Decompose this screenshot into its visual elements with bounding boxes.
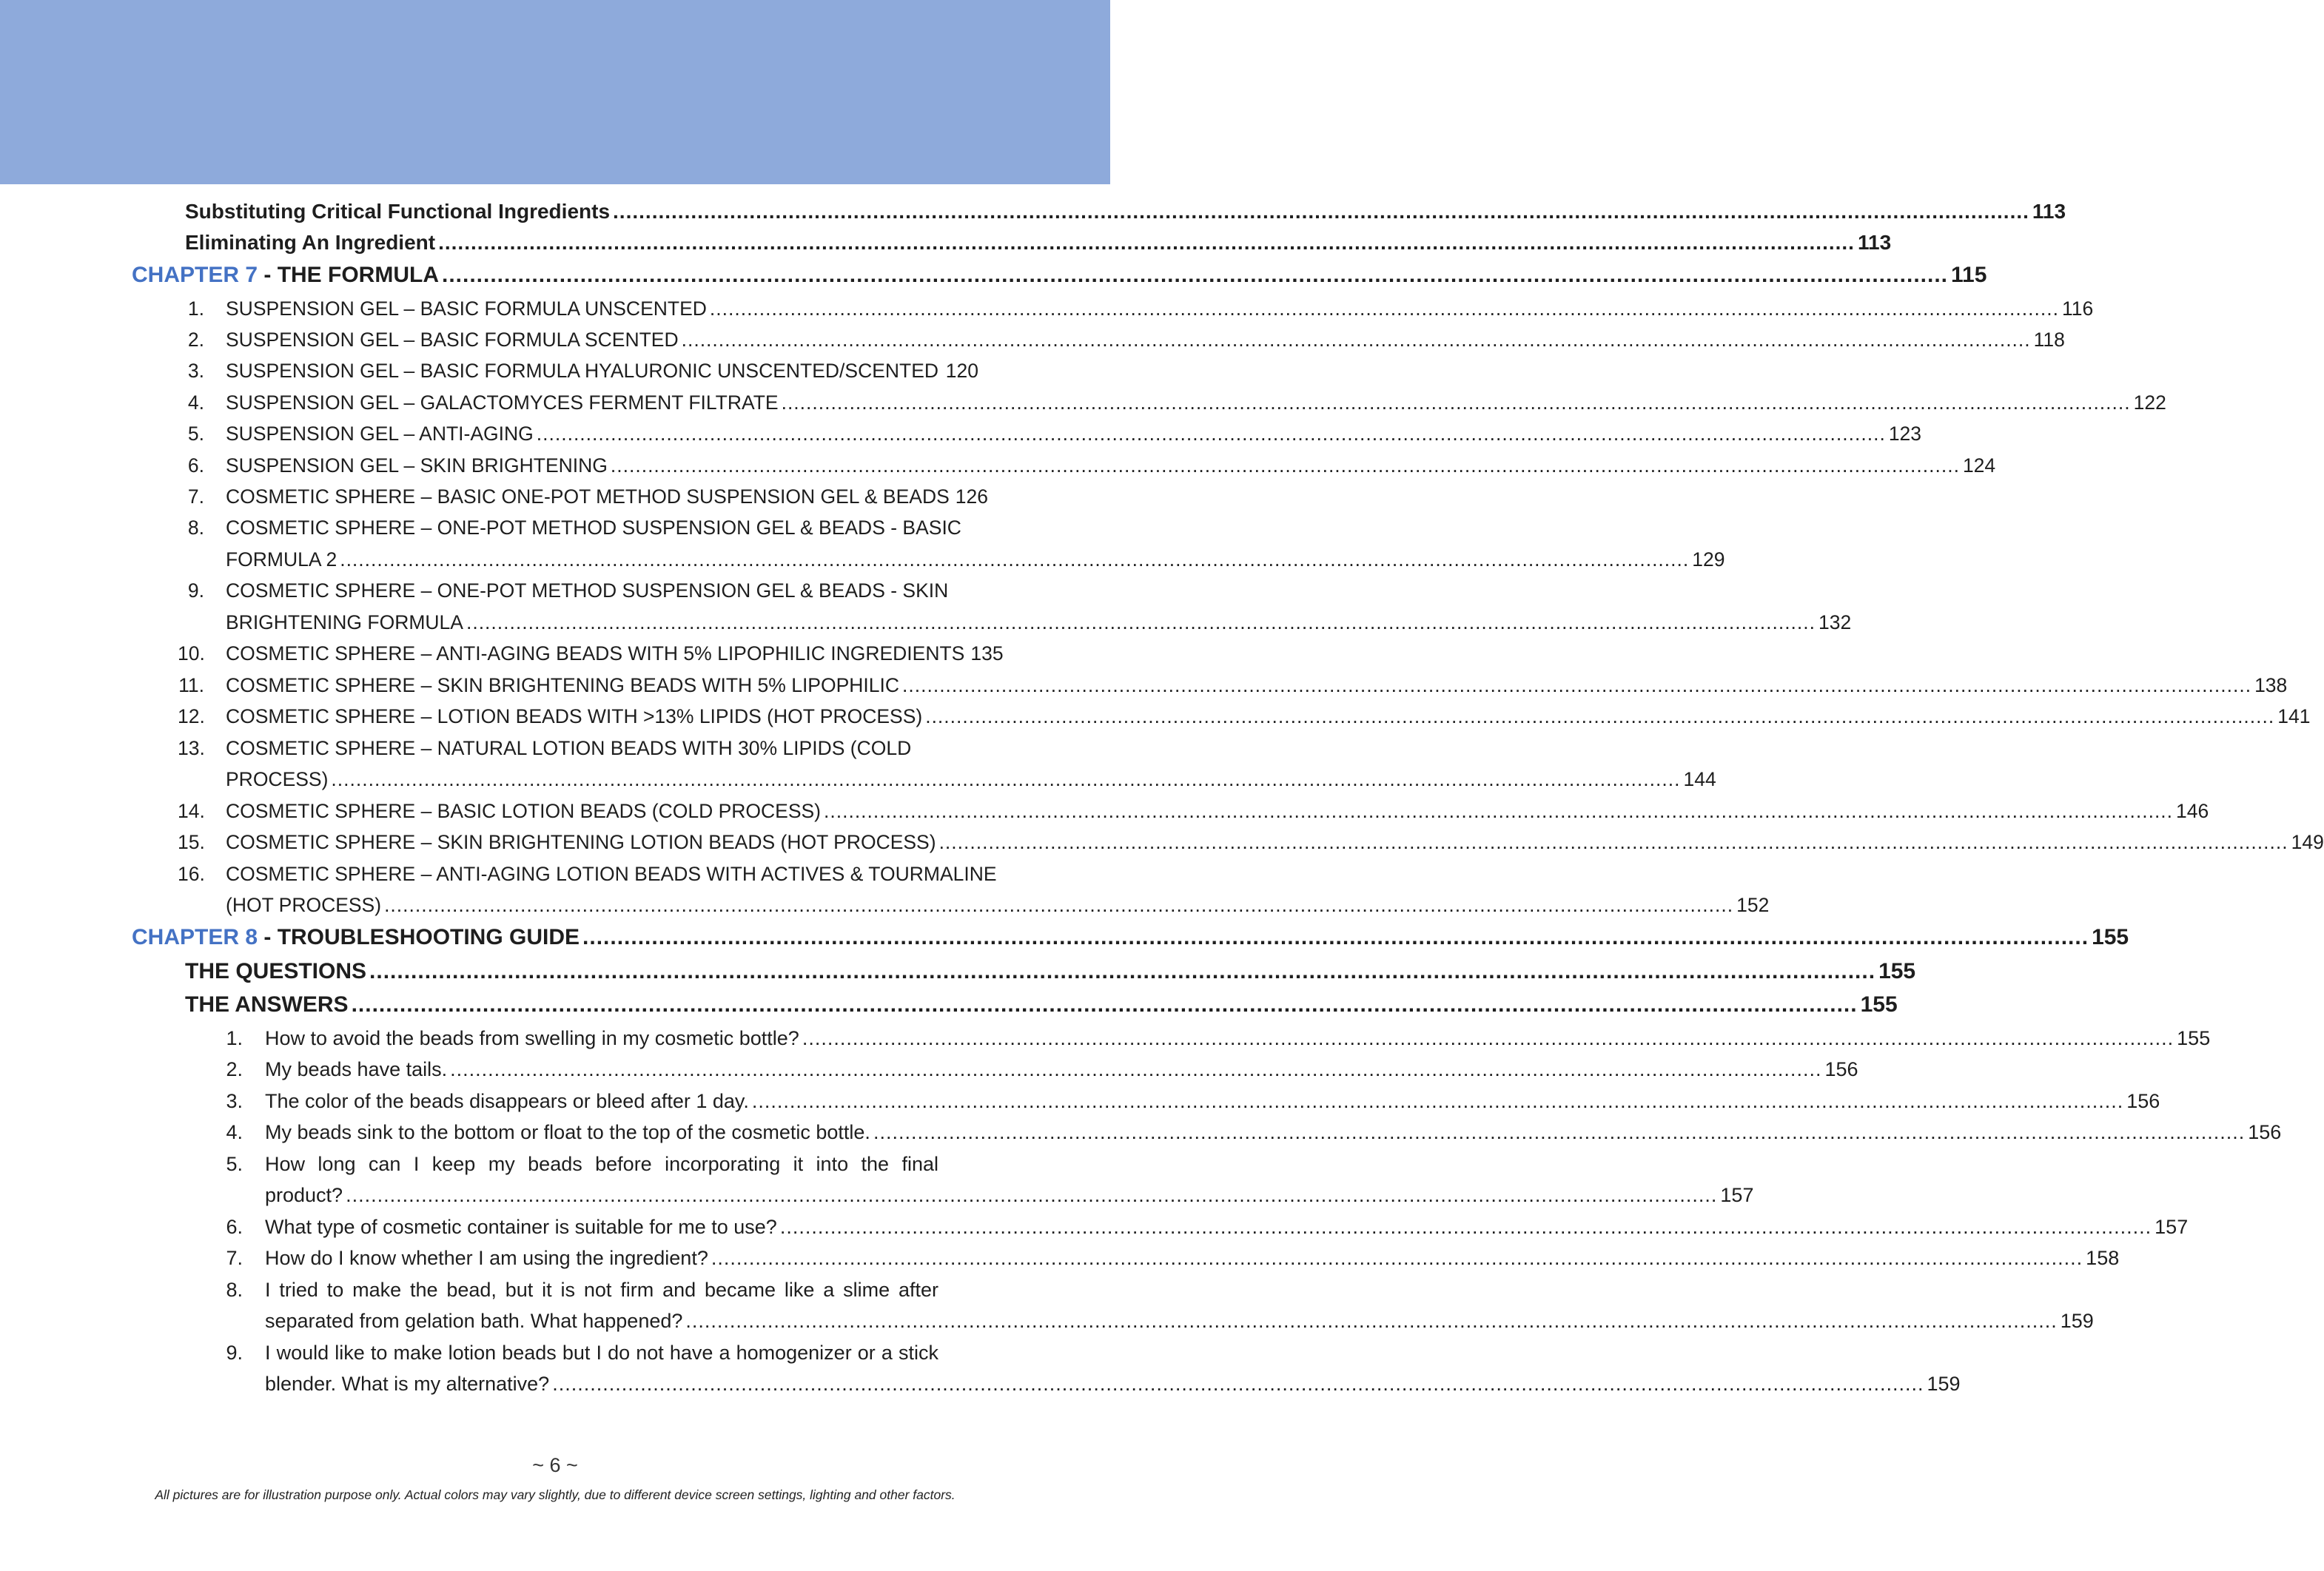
dot-leader: .......................................................................................................................................................................................................................... (552, 1373, 1924, 1395)
dot-leader: .......................................................................................................................................................................................................................... (685, 1310, 2058, 1332)
toc-entry-title: Eliminating An Ingredient (185, 231, 436, 254)
entry-number: 16. (178, 863, 205, 885)
toc-answer-entry[interactable] (0, 1117, 2282, 1148)
toc-entry-page: 116 (2061, 297, 2094, 320)
toc-formula-entry[interactable] (0, 355, 1110, 386)
dot-leader: .......................................................................................................................................................................................................................... (802, 1027, 2174, 1049)
dot-leader: .......................................................................................................................................................................................................................... (681, 329, 2031, 351)
toc-entry-title: SUSPENSION GEL – GALACTOMYCES FERMENT FILTRATE (226, 391, 779, 414)
toc-formula-entry[interactable] (0, 701, 2311, 732)
dot-leader: .......................................................................................................................................................................................................................... (779, 1216, 2152, 1238)
dot-leader: .......................................................................................................................................................................................................................... (925, 705, 2275, 727)
entry-number: 6. (226, 1216, 243, 1238)
toc-entry-page: 124 (1962, 454, 1996, 477)
dot-leader: .......................................................................................................................................................................................................................... (331, 768, 1681, 790)
toc-entry-page: 155 (2092, 925, 2129, 949)
toc-entry-page: 146 (2176, 800, 2209, 822)
toc-entry-page: 155 (1878, 959, 1916, 983)
dot-leader: .......................................................................................................................................................................................................................... (709, 297, 2059, 320)
toc-formula-entry[interactable] (0, 418, 1922, 449)
entry-number: 3. (187, 360, 204, 382)
toc-entry-title: SUSPENSION GEL – BASIC FORMULA HYALURONIC UNSCENTED/SCENTED (226, 360, 939, 382)
dot-leader: .......................................................................................................................................................................................................................... (751, 1090, 2124, 1112)
entry-number: 9. (187, 579, 204, 602)
toc-answer-entry[interactable] (0, 1274, 1110, 1305)
toc-entry-title: How to avoid the beads from swelling in my cosmetic bottle? (265, 1027, 799, 1049)
toc-formula-entry[interactable] (0, 387, 2166, 418)
toc-entry-title-line1: COSMETIC SPHERE – ANTI-AGING LOTION BEADS WITH ACTIVES & TOURMALINE (226, 863, 997, 885)
toc-answer-entry[interactable] (0, 1211, 2189, 1242)
entry-number: 13. (178, 737, 205, 759)
toc-entry-page: 113 (1857, 231, 1892, 254)
toc-section-questions[interactable] (0, 956, 1916, 987)
entry-number: 10. (178, 642, 205, 665)
toc-entry-page: 129 (1692, 548, 1725, 571)
toc-entry-title-line1: COSMETIC SPHERE – ONE-POT METHOD SUSPENSION GEL & BEADS - SKIN (226, 579, 949, 602)
dot-leader: .......................................................................................................................................................................................................................... (873, 1121, 2246, 1143)
toc-formula-entry-continuation[interactable] (0, 544, 1725, 575)
toc-answer-entry[interactable] (0, 1337, 1110, 1368)
toc-entry-page: 156 (2126, 1090, 2160, 1112)
entry-number: 8. (187, 517, 204, 539)
toc-answer-entry[interactable] (0, 1148, 1110, 1180)
toc-entry-page: 157 (2155, 1216, 2189, 1238)
toc-entry[interactable] (0, 227, 1892, 258)
toc-entry-page: 132 (1818, 611, 1852, 633)
toc-entry-title: COSMETIC SPHERE – SKIN BRIGHTENING BEADS WITH 5% LIPOPHILIC (226, 674, 900, 696)
page-number: ~ 6 ~ (532, 1454, 578, 1476)
toc-entry-title: COSMETIC SPHERE – SKIN BRIGHTENING LOTION BEADS (HOT PROCESS) (226, 831, 936, 853)
toc-entry-title: How do I know whether I am using the ingredient? (265, 1247, 708, 1269)
toc-formula-entry-continuation[interactable] (0, 889, 1770, 921)
toc-formula-entry[interactable] (0, 512, 1110, 543)
dot-leader: .......................................................................................................................................................................................................................... (582, 925, 2089, 949)
toc-entry-title: My beads sink to the bottom or float to the top of the cosmetic bottle. (265, 1121, 870, 1143)
header-band (0, 0, 1110, 184)
dot-leader: .......................................................................................................................................................................................................................... (824, 800, 2174, 822)
toc-answer-entry[interactable] (0, 1242, 2120, 1274)
toc-entry-title: The color of the beads disappears or bleed after 1 day. (265, 1090, 749, 1112)
entry-number: 3. (226, 1090, 243, 1112)
toc-formula-entry-continuation[interactable] (0, 607, 1852, 638)
dot-leader: .......................................................................................................................................................................................................................... (610, 454, 1960, 477)
dot-leader: .......................................................................................................................................................................................................................... (384, 894, 1734, 916)
dot-leader: .......................................................................................................................................................................................................................... (442, 263, 1949, 287)
toc-entry-page: 138 (2254, 674, 2288, 696)
toc-formula-entry[interactable] (0, 638, 1110, 669)
toc-answer-entry[interactable] (0, 1054, 1858, 1085)
toc-entry-title: SUSPENSION GEL – BASIC FORMULA UNSCENTED (226, 297, 707, 320)
toc-entry-page: 115 (1951, 263, 1987, 287)
toc-formula-entry[interactable] (0, 575, 1110, 606)
toc-entry-title-line1: COSMETIC SPHERE – NATURAL LOTION BEADS WITH 30% LIPIDS (COLD (226, 737, 912, 759)
toc-entry-page: 113 (2032, 200, 2066, 223)
toc-entry-title: SUSPENSION GEL – BASIC FORMULA SCENTED (226, 329, 679, 351)
dot-leader: .......................................................................................................................................................................................................................... (781, 391, 2131, 414)
entry-number: 7. (187, 485, 204, 508)
entry-number: 5. (187, 423, 204, 445)
entry-number: 1. (226, 1027, 243, 1049)
toc-answer-entry[interactable] (0, 1086, 2160, 1117)
chapter-title: - THE FORMULA (258, 263, 439, 287)
chapter-title: - TROUBLESHOOTING GUIDE (258, 925, 580, 949)
toc-entry-page: 159 (2060, 1310, 2094, 1332)
toc-entry-title: blender. What is my alternative? (265, 1373, 550, 1395)
dot-leader: .......................................................................................................................................................................................................................... (613, 200, 2029, 223)
toc-entry-page: 123 (1888, 423, 1922, 445)
toc-section-answers[interactable] (0, 989, 1898, 1020)
toc-entry-title-line1: I would like to make lotion beads but I do not have a homogenizer or a stick (265, 1342, 938, 1364)
toc-formula-entry[interactable] (0, 858, 1110, 889)
toc-entry-page: 149 (2291, 831, 2324, 853)
toc-entry-page: 158 (2086, 1247, 2120, 1269)
entry-number: 8. (226, 1279, 243, 1301)
toc-entry-title: COSMETIC SPHERE – BASIC ONE-POT METHOD SUSPENSION GEL & BEADS (226, 485, 950, 508)
entry-number: 6. (187, 454, 204, 477)
toc-formula-entry[interactable] (0, 733, 1110, 764)
entry-number: 9. (226, 1342, 243, 1364)
footer-disclaimer: All pictures are for illustration purpose only. Actual colors may vary slightly, due to different device screen settings, lighting and other factors. (155, 1487, 956, 1502)
toc-formula-entry[interactable] (0, 324, 2065, 355)
dot-leader: .......................................................................................................................................................................................................................... (346, 1184, 1718, 1206)
toc-entry-page: 157 (1720, 1184, 1754, 1206)
toc-entry-title: My beads have tails. (265, 1058, 448, 1080)
dot-leader: .......................................................................................................................................................................................................................... (369, 959, 1876, 983)
toc-entry-title: COSMETIC SPHERE – LOTION BEADS WITH >13% LIPIDS (HOT PROCESS) (226, 705, 923, 727)
toc-formula-entry[interactable] (0, 450, 1996, 481)
toc-entry-page: 155 (1860, 992, 1898, 1017)
dot-leader: .......................................................................................................................................................................................................................... (938, 831, 2288, 853)
dot-leader: .......................................................................................................................................................................................................................... (711, 1247, 2083, 1269)
toc-entry-title-line1: COSMETIC SPHERE – ONE-POT METHOD SUSPENSION GEL & BEADS - BASIC (226, 517, 961, 539)
toc-entry-title: What type of cosmetic container is suitable for me to use? (265, 1216, 777, 1238)
entry-number: 4. (187, 391, 204, 414)
entry-number: 2. (187, 329, 204, 351)
dot-leader: .......................................................................................................................................................................................................................... (466, 611, 1816, 633)
dot-leader: .......................................................................................................................................................................................................................... (536, 423, 1886, 445)
dot-leader: .......................................................................................................................................................................................................................... (902, 674, 2252, 696)
toc-entry-title: BRIGHTENING FORMULA (226, 611, 463, 633)
chapter-label: CHAPTER 8 (132, 925, 258, 949)
toc-entry-page: 155 (2177, 1027, 2211, 1049)
toc-entry-title: separated from gelation bath. What happened? (265, 1310, 683, 1332)
toc-entry-title: SUSPENSION GEL – ANTI-AGING (226, 423, 534, 445)
toc-formula-entry-continuation[interactable] (0, 764, 1716, 795)
toc-entry-title: COSMETIC SPHERE – BASIC LOTION BEADS (COLD PROCESS) (226, 800, 821, 822)
toc-entry[interactable] (0, 196, 2066, 227)
toc-entry-page: 118 (2033, 329, 2065, 351)
entry-number: 14. (178, 800, 205, 822)
toc-entry-title: COSMETIC SPHERE – ANTI-AGING BEADS WITH 5% LIPOPHILIC INGREDIENTS (226, 642, 965, 665)
entry-number: 5. (226, 1153, 243, 1175)
toc-entry-page: 126 (955, 485, 988, 508)
toc-formula-entry[interactable] (0, 795, 2209, 827)
toc-entry-page: 120 (945, 360, 978, 382)
entry-number: 4. (226, 1121, 243, 1143)
toc-entry-title-line1: I tried to make the bead, but it is not firm and became like a slime after (265, 1279, 938, 1301)
toc-entry-title: product? (265, 1184, 343, 1206)
toc-chapter-8[interactable] (0, 922, 2129, 953)
toc-entry-title: SUSPENSION GEL – SKIN BRIGHTENING (226, 454, 608, 477)
entry-number: 1. (187, 297, 204, 320)
dot-leader (941, 355, 943, 386)
toc-entry-page: 141 (2277, 705, 2311, 727)
chapter-label: CHAPTER 7 (132, 263, 258, 287)
entry-number: 7. (226, 1247, 243, 1269)
toc-entry-page: 122 (2133, 391, 2166, 414)
entry-number: 15. (178, 831, 205, 853)
toc-entry-title: (HOT PROCESS) (226, 894, 382, 916)
toc-entry-page: 152 (1736, 894, 1770, 916)
toc-entry-title-line1: How long can I keep my beads before incorporating it into the final (265, 1153, 938, 1175)
toc-chapter-7[interactable] (0, 260, 1987, 291)
dot-leader: .......................................................................................................................................................................................................................... (351, 992, 1858, 1017)
toc-formula-entry[interactable] (0, 670, 2288, 701)
toc-entry-page: 144 (1683, 768, 1716, 790)
entry-number: 11. (178, 674, 204, 696)
toc-entry-page: 135 (970, 642, 1004, 665)
toc-entry-title: FORMULA 2 (226, 548, 337, 571)
toc-entry-title: Substituting Critical Functional Ingredients (185, 200, 611, 223)
toc-formula-entry[interactable] (0, 481, 1110, 512)
dot-leader: .......................................................................................................................................................................................................................... (438, 231, 1855, 254)
toc-entry-page: 156 (1824, 1058, 1858, 1080)
toc-entry-title: THE ANSWERS (185, 992, 349, 1017)
entry-number: 2. (226, 1058, 243, 1080)
dot-leader: .......................................................................................................................................................................................................................... (450, 1058, 1822, 1080)
toc-answer-entry-continuation[interactable] (0, 1180, 1754, 1211)
toc-entry-title: PROCESS) (226, 768, 329, 790)
toc-entry-page: 156 (2248, 1121, 2282, 1143)
toc-answer-entry[interactable] (0, 1023, 2211, 1054)
entry-number: 12. (178, 705, 205, 727)
toc-formula-entry[interactable] (0, 293, 2094, 324)
toc-entry-title: THE QUESTIONS (185, 959, 367, 983)
toc-entry-page: 159 (1927, 1373, 1961, 1395)
toc-answer-entry-continuation[interactable] (0, 1305, 2094, 1336)
toc-formula-entry[interactable] (0, 827, 2324, 858)
dot-leader: .......................................................................................................................................................................................................................... (340, 548, 1690, 571)
toc-answer-entry-continuation[interactable] (0, 1368, 1961, 1399)
